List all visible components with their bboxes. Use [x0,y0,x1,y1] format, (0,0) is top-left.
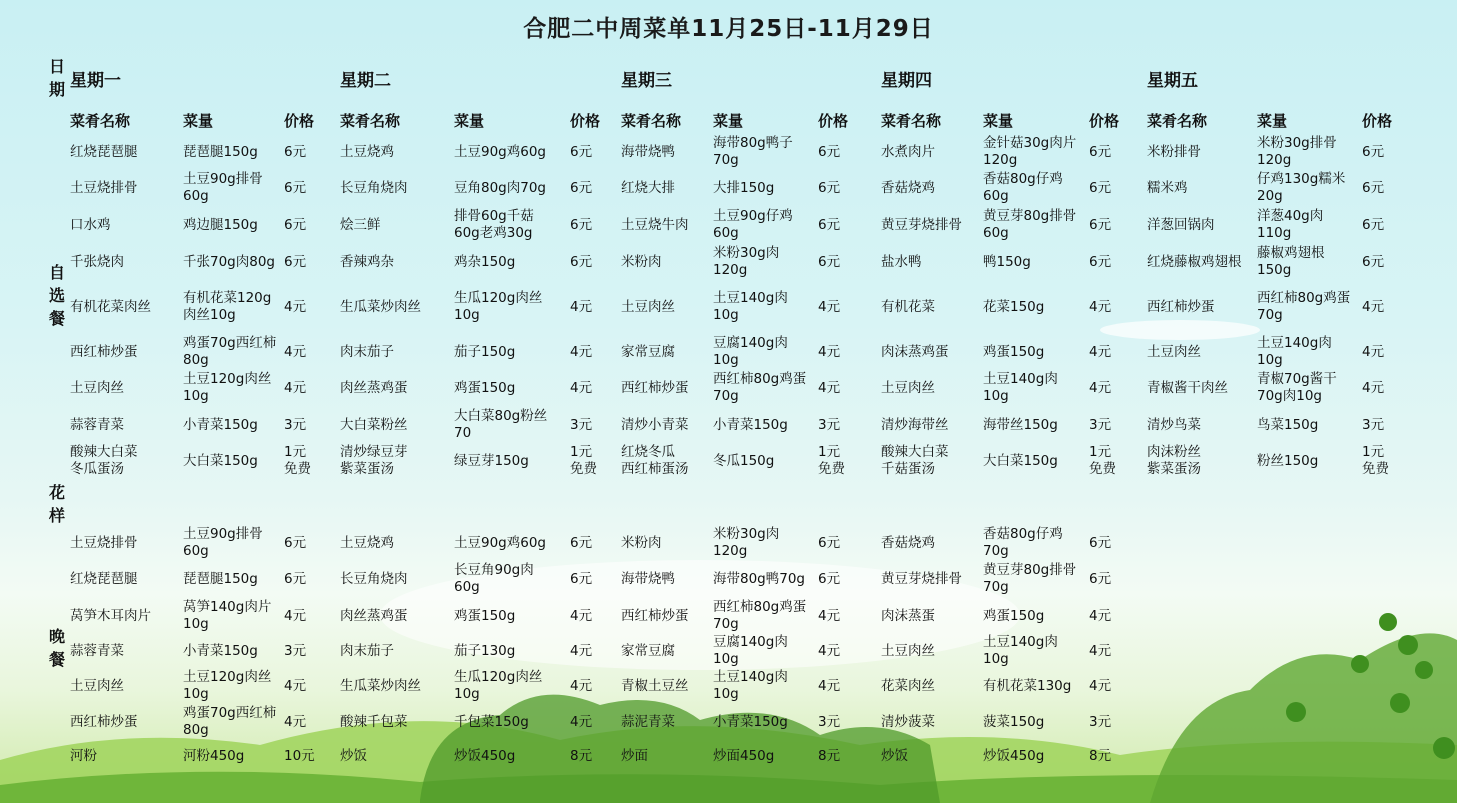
menu-cell-qty: 有机花菜120g肉丝10g [183,290,272,323]
menu-cell-price: 4元 [1362,379,1385,396]
menu-cell-qty: 琵琶腿150g [183,143,258,160]
menu-cell-name: 海带烧鸭 [621,143,675,160]
menu-cell-price: 3元 [570,416,593,433]
menu-cell-price: 1元 免费 [1362,444,1389,477]
dinner-cell-price: 8元 [818,747,841,764]
dinner-cell-price: 4元 [570,607,593,624]
dinner-cell-name: 酸辣千包菜 [340,713,408,730]
menu-cell-price: 4元 [1089,343,1112,360]
dinner-cell-price: 4元 [284,607,307,624]
section-label-date: 日期 [48,57,65,99]
day-header: 星期三 [621,71,672,91]
menu-cell-qty: 豆腐140g肉10g [713,335,788,368]
menu-cell-qty: 西红柿80g鸡蛋70g [713,371,807,404]
menu-cell-price: 4元 [284,379,307,396]
menu-cell-price: 4元 [1362,298,1385,315]
menu-cell-qty: 洋葱40g肉110g [1257,208,1324,241]
menu-cell-qty: 米粉30g肉120g [713,245,780,278]
menu-cell-name: 红烧琵琶腿 [70,143,138,160]
dinner-cell-qty: 黄豆芽80g排骨70g [983,562,1077,595]
dinner-cell-price: 10元 [284,747,315,764]
section-label-dinner: 晚餐 [48,627,65,669]
column-header-price: 价格 [818,112,849,130]
dinner-cell-price: 8元 [1089,747,1112,764]
dinner-cell-name: 莴笋木耳肉片 [70,607,151,624]
dinner-cell-qty: 鸡蛋150g [983,607,1045,624]
menu-cell-price: 4元 [284,298,307,315]
dinner-cell-price: 4元 [818,642,841,659]
menu-cell-qty: 鸡蛋150g [454,379,516,396]
dinner-cell-price: 4元 [1089,607,1112,624]
menu-cell-price: 6元 [570,143,593,160]
menu-cell-name: 长豆角烧肉 [340,179,408,196]
dinner-cell-qty: 土豆90g排骨60g [183,526,263,559]
menu-cell-name: 千张烧肉 [70,253,124,270]
menu-cell-qty: 海带丝150g [983,416,1058,433]
menu-cell-name: 土豆烧牛肉 [621,216,689,233]
dinner-cell-price: 6元 [1089,570,1112,587]
dinner-cell-qty: 炒面450g [713,747,775,764]
dinner-cell-name: 蒜蓉青菜 [70,642,124,659]
menu-cell-qty: 西红柿80g鸡蛋70g [1257,290,1351,323]
menu-cell-qty: 小青菜150g [183,416,258,433]
menu-cell-price: 1元 免费 [1089,444,1116,477]
dinner-cell-price: 4元 [284,713,307,730]
column-header-qty: 菜量 [713,112,744,130]
column-header-qty: 菜量 [454,112,485,130]
menu-cell-price: 6元 [1089,216,1112,233]
dinner-cell-name: 土豆肉丝 [70,677,124,694]
dinner-cell-name: 土豆烧排骨 [70,534,138,551]
day-header: 星期一 [70,71,121,91]
dinner-cell-qty: 海带80g鸭70g [713,570,805,587]
dinner-cell-price: 3元 [1089,713,1112,730]
dinner-cell-name: 青椒土豆丝 [621,677,689,694]
menu-cell-qty: 米粉30g排骨120g [1257,135,1337,168]
menu-cell-price: 6元 [570,216,593,233]
menu-cell-price: 6元 [284,179,307,196]
menu-cell-name: 清炒鸟菜 [1147,416,1201,433]
menu-cell-price: 6元 [1362,253,1385,270]
dinner-cell-name: 花菜肉丝 [881,677,935,694]
dinner-cell-name: 米粉肉 [621,534,662,551]
menu-cell-qty: 排骨60g千菇60g老鸡30g [454,208,534,241]
dinner-cell-price: 6元 [284,534,307,551]
menu-cell-price: 4元 [284,343,307,360]
menu-cell-price: 3元 [1362,416,1385,433]
menu-cell-name: 香菇烧鸡 [881,179,935,196]
menu-cell-name: 红烧大排 [621,179,675,196]
menu-cell-qty: 大白菜80g粉丝70 [454,408,548,441]
dinner-cell-price: 4元 [284,677,307,694]
menu-cell-qty: 土豆90g排骨60g [183,171,263,204]
menu-cell-name: 肉沫蒸鸡蛋 [881,343,949,360]
menu-cell-price: 4元 [570,298,593,315]
column-header-price: 价格 [1362,112,1393,130]
menu-cell-qty: 茄子150g [454,343,516,360]
dinner-cell-name: 红烧琵琶腿 [70,570,138,587]
menu-cell-name: 酸辣大白菜 冬瓜蛋汤 [70,444,138,477]
menu-cell-price: 4元 [570,379,593,396]
menu-cell-name: 土豆烧排骨 [70,179,138,196]
menu-cell-price: 3元 [1089,416,1112,433]
menu-cell-name: 肉丝蒸鸡蛋 [340,379,408,396]
dinner-cell-name: 生瓜菜炒肉丝 [340,677,421,694]
menu-cell-price: 6元 [1089,253,1112,270]
menu-cell-price: 3元 [818,416,841,433]
dinner-cell-name: 肉末茄子 [340,642,394,659]
column-header-qty: 菜量 [183,112,214,130]
menu-cell-name: 清炒海带丝 [881,416,949,433]
dinner-cell-qty: 鸡蛋70g西红柿80g [183,705,277,738]
menu-cell-name: 有机花菜肉丝 [70,298,151,315]
menu-cell-price: 6元 [570,179,593,196]
day-header: 星期二 [340,71,391,91]
dinner-cell-price: 4元 [1089,642,1112,659]
dinner-cell-name: 土豆烧鸡 [340,534,394,551]
menu-cell-price: 6元 [284,253,307,270]
dinner-cell-name: 西红柿炒蛋 [70,713,138,730]
menu-cell-name: 清炒绿豆芽 紫菜蛋汤 [340,444,408,477]
dinner-cell-price: 4元 [570,642,593,659]
menu-cell-name: 黄豆芽烧排骨 [881,216,962,233]
dinner-cell-qty: 西红柿80g鸡蛋70g [713,599,807,632]
dinner-cell-qty: 豆腐140g肉10g [713,634,788,667]
menu-cell-price: 4元 [1089,298,1112,315]
dinner-cell-price: 8元 [570,747,593,764]
menu-cell-qty: 花菜150g [983,298,1045,315]
menu-cell-qty: 鸭150g [983,253,1031,270]
dinner-cell-price: 6元 [1089,534,1112,551]
column-header-name: 菜肴名称 [70,112,131,130]
menu-cell-qty: 藤椒鸡翅根150g [1257,245,1325,278]
menu-cell-price: 4元 [1089,379,1112,396]
menu-cell-name: 土豆肉丝 [621,298,675,315]
menu-cell-qty: 冬瓜150g [713,452,775,469]
menu-cell-name: 酸辣大白菜 千菇蛋汤 [881,444,949,477]
dinner-cell-name: 西红柿炒蛋 [621,607,689,624]
menu-cell-price: 4元 [818,379,841,396]
menu-cell-name: 生瓜菜炒肉丝 [340,298,421,315]
dinner-cell-price: 6元 [570,534,593,551]
menu-cell-qty: 鸡蛋150g [983,343,1045,360]
menu-cell-qty: 土豆140g肉10g [713,290,788,323]
dinner-cell-price: 4元 [1089,677,1112,694]
menu-cell-qty: 豆角80g肉70g [454,179,546,196]
day-header: 星期五 [1147,71,1198,91]
menu-cell-name: 洋葱回锅肉 [1147,216,1215,233]
section-label-selection: 自选餐 [48,263,65,328]
page-title: 合肥二中周菜单11月25日-11月29日 [523,16,934,42]
dinner-cell-name: 河粉 [70,747,97,764]
menu-cell-qty: 生瓜120g肉丝10g [454,290,543,323]
menu-cell-qty: 鸡杂150g [454,253,516,270]
menu-cell-price: 4元 [818,343,841,360]
menu-cell-name: 西红柿炒蛋 [70,343,138,360]
menu-cell-qty: 土豆90g鸡60g [454,143,546,160]
dinner-cell-qty: 炒饭450g [983,747,1045,764]
menu-cell-name: 肉末茄子 [340,343,394,360]
menu-cell-qty: 大排150g [713,179,775,196]
menu-cell-qty: 土豆140g肉10g [983,371,1058,404]
dinner-cell-qty: 河粉450g [183,747,245,764]
menu-cell-name: 水煮肉片 [881,143,935,160]
dinner-cell-qty: 鸡蛋150g [454,607,516,624]
column-header-name: 菜肴名称 [1147,112,1208,130]
dinner-cell-qty: 有机花菜130g [983,677,1072,694]
menu-cell-qty: 小青菜150g [713,416,788,433]
menu-cell-qty: 黄豆芽80g排骨60g [983,208,1077,241]
dinner-cell-qty: 土豆140g肉10g [983,634,1058,667]
dinner-cell-qty: 茄子130g [454,642,516,659]
menu-cell-price: 6元 [570,253,593,270]
menu-cell-price: 4元 [1362,343,1385,360]
dinner-cell-qty: 生瓜120g肉丝10g [454,669,543,702]
column-header-qty: 菜量 [1257,112,1288,130]
day-header: 星期四 [881,71,932,91]
menu-cell-price: 6元 [818,143,841,160]
menu-cell-price: 1元 免费 [570,444,597,477]
dinner-cell-qty: 米粉30g肉120g [713,526,780,559]
menu-cell-name: 有机花菜 [881,298,935,315]
menu-cell-qty: 土豆90g仔鸡60g [713,208,793,241]
menu-cell-name: 口水鸡 [70,216,111,233]
menu-cell-qty: 粉丝150g [1257,452,1319,469]
menu-cell-qty: 千张70g肉80g [183,253,275,270]
dinner-cell-price: 3元 [818,713,841,730]
menu-cell-name: 糯米鸡 [1147,179,1188,196]
menu-cell-price: 6元 [1362,143,1385,160]
dinner-cell-price: 4元 [818,607,841,624]
dinner-cell-qty: 小青菜150g [713,713,788,730]
menu-cell-price: 4元 [818,298,841,315]
dinner-cell-price: 3元 [284,642,307,659]
dinner-cell-name: 香菇烧鸡 [881,534,935,551]
menu-cell-name: 西红柿炒蛋 [1147,298,1215,315]
dinner-cell-price: 6元 [284,570,307,587]
menu-cell-name: 土豆烧鸡 [340,143,394,160]
dinner-cell-name: 清炒菠菜 [881,713,935,730]
dinner-cell-name: 肉丝蒸鸡蛋 [340,607,408,624]
menu-cell-qty: 金针菇30g肉片120g [983,135,1077,168]
column-header-price: 价格 [1089,112,1120,130]
menu-cell-price: 6元 [1089,143,1112,160]
dinner-cell-price: 6元 [570,570,593,587]
column-header-name: 菜肴名称 [881,112,942,130]
menu-cell-qty: 土豆140g肉10g [1257,335,1332,368]
menu-cell-qty: 绿豆芽150g [454,452,529,469]
menu-cell-price: 6元 [1362,179,1385,196]
menu-cell-name: 清炒小青菜 [621,416,689,433]
menu-cell-price: 6元 [1089,179,1112,196]
dinner-cell-qty: 土豆140g肉10g [713,669,788,702]
dinner-cell-name: 土豆肉丝 [881,642,935,659]
menu-cell-name: 盐水鸭 [881,253,922,270]
menu-cell-name: 土豆肉丝 [881,379,935,396]
dinner-cell-name: 家常豆腐 [621,642,675,659]
menu-cell-name: 青椒酱干肉丝 [1147,379,1228,396]
menu-cell-price: 3元 [284,416,307,433]
dinner-cell-qty: 小青菜150g [183,642,258,659]
dinner-cell-price: 4元 [570,713,593,730]
dinner-cell-name: 海带烧鸭 [621,570,675,587]
dinner-cell-price: 4元 [570,677,593,694]
menu-cell-name: 烩三鲜 [340,216,381,233]
column-header-price: 价格 [284,112,315,130]
menu-cell-name: 大白菜粉丝 [340,416,408,433]
section-label-fancy: 花样 [48,483,65,525]
dinner-cell-qty: 长豆角90g肉60g [454,562,534,595]
menu-cell-qty: 青椒70g酱干70g肉10g [1257,371,1337,404]
dinner-cell-qty: 莴笋140g肉片10g [183,599,272,632]
menu-cell-name: 肉沫粉丝 紫菜蛋汤 [1147,444,1201,477]
menu-cell-name: 米粉排骨 [1147,143,1201,160]
menu-cell-name: 红烧藤椒鸡翅根 [1147,253,1242,270]
menu-cell-name: 香辣鸡杂 [340,253,394,270]
column-header-name: 菜肴名称 [621,112,682,130]
dinner-cell-price: 4元 [818,677,841,694]
menu-cell-qty: 大白菜150g [983,452,1058,469]
dinner-cell-qty: 炒饭450g [454,747,516,764]
dinner-cell-qty: 土豆90g鸡60g [454,534,546,551]
dinner-cell-name: 黄豆芽烧排骨 [881,570,962,587]
dinner-cell-qty: 千包菜150g [454,713,529,730]
menu-cell-price: 4元 [570,343,593,360]
dinner-cell-qty: 琵琶腿150g [183,570,258,587]
menu-cell-price: 6元 [818,179,841,196]
dinner-cell-name: 炒面 [621,747,648,764]
menu-cell-name: 西红柿炒蛋 [621,379,689,396]
menu-cell-qty: 海带80g鸭子70g [713,135,793,168]
menu-cell-qty: 鸡蛋70g西红柿80g [183,335,277,368]
column-header-price: 价格 [570,112,601,130]
menu-cell-price: 6元 [284,216,307,233]
menu-cell-name: 米粉肉 [621,253,662,270]
menu-cell-qty: 大白菜150g [183,452,258,469]
menu-cell-name: 红烧冬瓜 西红柿蛋汤 [621,444,689,477]
dinner-cell-name: 炒饭 [881,747,908,764]
dinner-cell-name: 长豆角烧肉 [340,570,408,587]
menu-cell-qty: 鸟菜150g [1257,416,1319,433]
menu-cell-price: 1元 免费 [284,444,311,477]
menu-cell-price: 6元 [1362,216,1385,233]
dinner-cell-qty: 土豆120g肉丝10g [183,669,272,702]
column-header-qty: 菜量 [983,112,1014,130]
menu-cell-qty: 香菇80g仔鸡60g [983,171,1063,204]
dinner-cell-name: 炒饭 [340,747,367,764]
dinner-cell-qty: 菠菜150g [983,713,1045,730]
menu-cell-name: 蒜蓉青菜 [70,416,124,433]
menu-cell-qty: 鸡边腿150g [183,216,258,233]
menu-cell-qty: 土豆120g肉丝10g [183,371,272,404]
dinner-cell-price: 6元 [818,570,841,587]
menu-cell-price: 6元 [818,253,841,270]
menu-cell-name: 土豆肉丝 [1147,343,1201,360]
dinner-cell-name: 肉沫蒸蛋 [881,607,935,624]
menu-cell-price: 1元 免费 [818,444,845,477]
menu-cell-name: 土豆肉丝 [70,379,124,396]
menu-cell-price: 6元 [818,216,841,233]
menu-cell-price: 6元 [284,143,307,160]
dinner-cell-name: 蒜泥青菜 [621,713,675,730]
dinner-cell-price: 6元 [818,534,841,551]
dinner-cell-qty: 香菇80g仔鸡70g [983,526,1063,559]
menu-cell-qty: 仔鸡130g糯米20g [1257,171,1346,204]
column-header-name: 菜肴名称 [340,112,401,130]
menu-cell-name: 家常豆腐 [621,343,675,360]
